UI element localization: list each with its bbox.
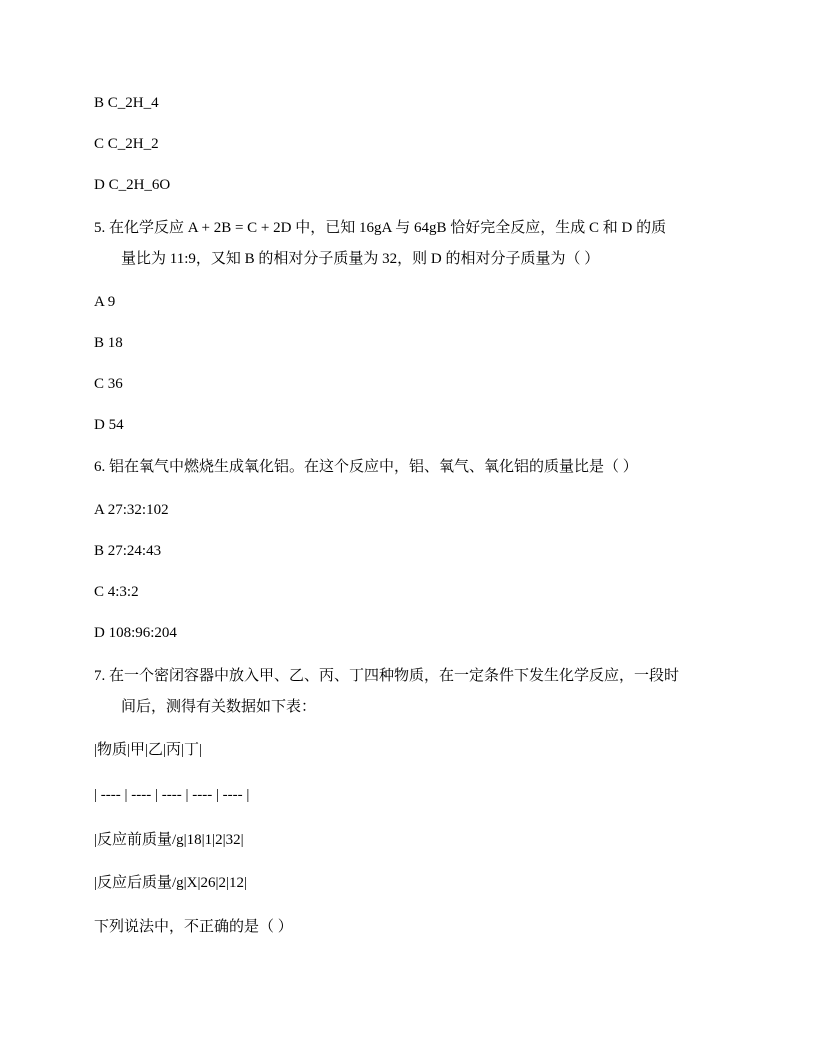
q4-option-d: D C_2H_6O <box>94 177 171 193</box>
q7-stem-line1: 7. 在一个密闭容器中放入甲、乙、丙、丁四种物质，在一定条件下发生化学反应，一段时 <box>94 668 680 684</box>
q6-option-d: D 108:96:204 <box>94 625 177 641</box>
q5-option-d: D 54 <box>94 417 124 433</box>
q5-stem-line2: 量比为 11:9，又知 B 的相对分子质量为 32，则 D 的相对分子质量为（ ） <box>121 251 600 267</box>
q5-option-a: A 9 <box>94 294 116 310</box>
q7-table-row-after: |反应后质量/g|X|26|2|12| <box>94 875 248 891</box>
q7-stem-line2: 间后，测得有关数据如下表： <box>121 699 317 715</box>
q5-stem-line1: 5. 在化学反应 A + 2B = C + 2D 中，已知 16gA 与 64gB 恰好完全反应，生成 C 和 D 的质 <box>94 220 667 236</box>
q7-table-separator-row: | ---- | ---- | ---- | ---- | ---- | <box>94 787 250 803</box>
q6-option-a: A 27:32:102 <box>94 502 169 518</box>
q5-option-c: C 36 <box>94 376 123 392</box>
q6-option-b: B 27:24:43 <box>94 543 162 559</box>
q7-table-header-row: |物质|甲|乙|丙|丁| <box>94 742 203 758</box>
q6-stem: 6. 铝在氧气中燃烧生成氧化铝。在这个反应中，铝、氧气、氧化铝的质量比是（ ） <box>94 459 638 475</box>
q7-question: 下列说法中，不正确的是（ ） <box>94 919 293 935</box>
q4-option-b: B C_2H_4 <box>94 95 159 111</box>
q4-option-c: C C_2H_2 <box>94 136 159 152</box>
q5-option-b: B 18 <box>94 335 123 351</box>
q6-option-c: C 4:3:2 <box>94 584 139 600</box>
q7-table-row-before: |反应前质量/g|18|1|2|32| <box>94 832 244 848</box>
